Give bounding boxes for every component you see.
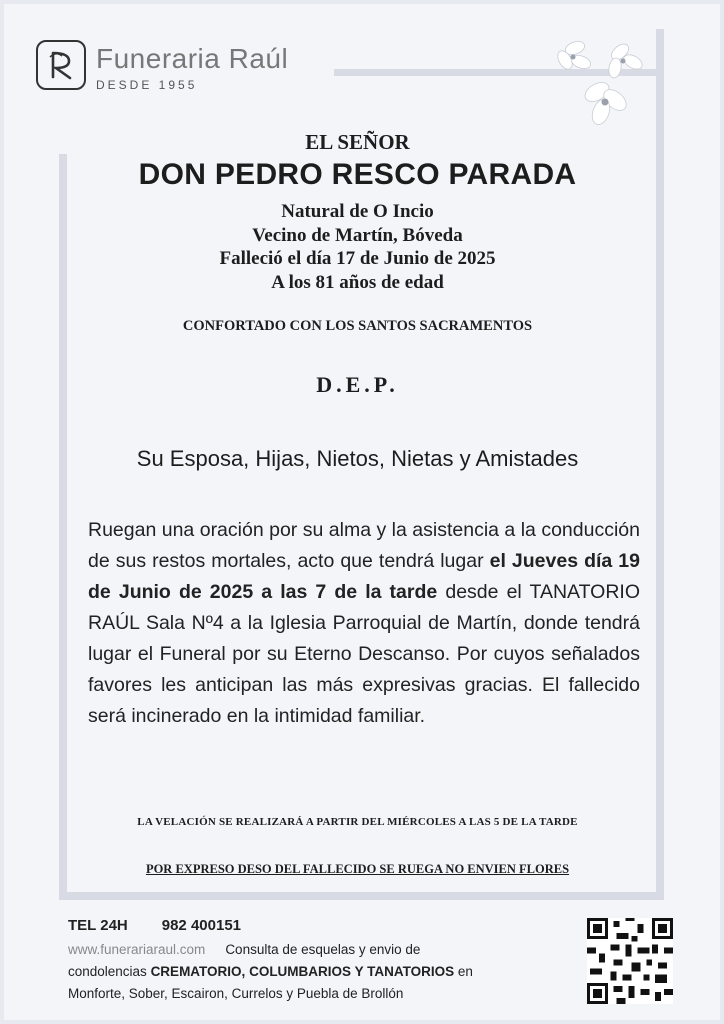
deceased-name: DON PEDRO RESCO PARADA bbox=[138, 158, 577, 191]
condolencias-text: condolencias bbox=[68, 964, 151, 979]
phone-number[interactable]: 982 400151 bbox=[161, 917, 241, 934]
services-en-text: en bbox=[454, 964, 473, 979]
r-monogram-icon bbox=[36, 40, 86, 90]
qr-code-icon[interactable] bbox=[587, 918, 673, 1004]
footer bbox=[68, 916, 473, 1005]
flower-decoration-icon bbox=[545, 30, 645, 130]
brand-logo bbox=[36, 40, 288, 92]
website-link[interactable]: www.funerariaraul.com bbox=[68, 942, 206, 957]
deceased-details bbox=[60, 200, 655, 294]
phone-line bbox=[68, 916, 473, 936]
brand-name: Funeraria Raúl bbox=[96, 43, 289, 74]
sacraments-line: CONFORTADO CON LOS SANTOS SACRAMENTOS bbox=[182, 318, 533, 334]
services-text: CREMATORIO, COLUMBARIOS Y TANATORIOS bbox=[150, 964, 455, 979]
residence-line: Vecino de Martín, Bóveda bbox=[252, 224, 463, 246]
notice-title: EL SEÑOR bbox=[305, 130, 410, 154]
age-line: A los 81 años de edad bbox=[271, 271, 444, 293]
flowers-note: POR EXPRESO DESO DEL FALLECIDO SE RUEGA NO ENVIEN FLORES bbox=[145, 862, 570, 876]
brand-since: DESDE 1955 bbox=[96, 78, 198, 92]
body-text-part1: Ruegan una oración por su alma y la asistencia a la conducción de sus restos mortales, acto que tendrá lugar bbox=[88, 519, 640, 572]
death-date-line: Falleció el día 17 de Junio de 2025 bbox=[219, 248, 496, 269]
body-text-bold: el Jueves día 19 de Junio de 2025 a las 7 de la tarde bbox=[88, 550, 640, 603]
phone-label: TEL 24H bbox=[68, 917, 128, 934]
origin-line: Natural de O Incio bbox=[281, 201, 434, 222]
dep-line: D.E.P. bbox=[316, 372, 399, 397]
frame-border-bottom bbox=[59, 892, 664, 900]
consulta-text: Consulta de esquelas y envio de bbox=[225, 942, 421, 957]
family-line: Su Esposa, Hijas, Nietos, Nietas y Amistades bbox=[136, 446, 579, 471]
website-line bbox=[68, 939, 473, 961]
locations-line: Monforte, Sober, Escairon, Currelos y Puebla de Brollón bbox=[68, 986, 404, 1001]
services-line bbox=[68, 961, 473, 983]
funeral-details-paragraph bbox=[88, 515, 640, 732]
body-text-part2: desde el TANATORIO RAÚL Sala Nº4 a la Iglesia Parroquial de Martín, donde tendrá lugar el Funeral por su Eterno Descanso. Por cuyos señalados favores les anticipan las más expresivas gracias. El fallecido será incinerado en la intimidad familiar. bbox=[88, 581, 640, 727]
velacion-note: LA VELACIÓN SE REALIZARÁ A PARTIR DEL MIÉRCOLES A LAS 5 DE LA TARDE bbox=[137, 816, 578, 828]
frame-border-right bbox=[656, 29, 664, 899]
